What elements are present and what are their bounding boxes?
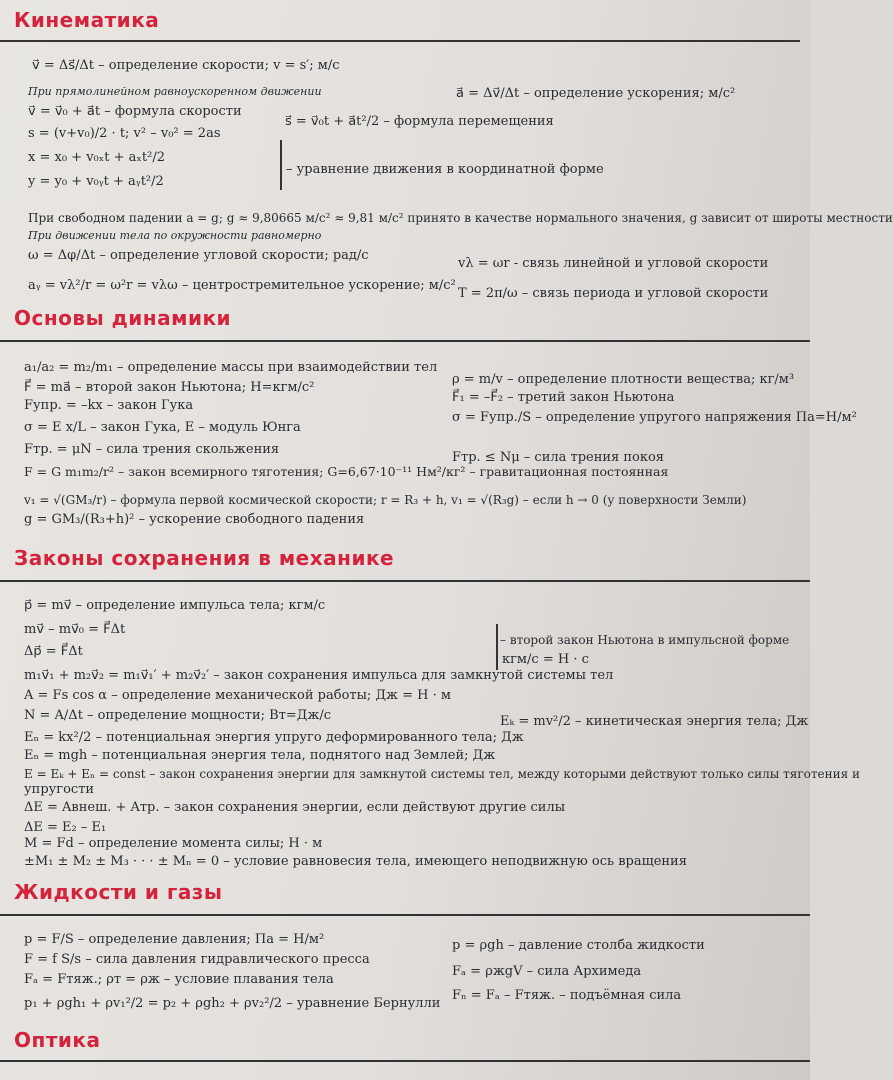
formula-line: – второй закон Ньютона в импульсной форме xyxy=(500,633,790,647)
section-rule xyxy=(0,1060,810,1062)
formula-line: Fₐ = ρжgV – сила Архимеда xyxy=(452,964,642,979)
formula-line: vλ = ωr - связь линейной и угловой скорости xyxy=(458,256,769,271)
formula-line: F = f S/s – сила давления гидравлического пресса xyxy=(24,952,370,967)
formula-line: Δp⃗ = F⃗Δt xyxy=(24,644,83,659)
formula-line: E = Eₖ + Eₙ = const – закон сохранения энергии для замкнутой системы тел, между которыми действуют только силы тяготения и xyxy=(24,767,860,781)
formula-line: x = x₀ + v₀ₓt + aₓt²/2 xyxy=(28,150,165,165)
section-rule xyxy=(0,40,800,42)
section-rule xyxy=(0,580,810,582)
formula-line: Fупр. = –kx – закон Гука xyxy=(24,398,194,413)
formula-line: Fₙ = Fₐ – Fтяж. – подъёмная сила xyxy=(452,988,682,1003)
brace-bar xyxy=(496,624,498,670)
formula-line: – уравнение движения в координатной форме xyxy=(286,162,604,177)
section-title-optics: Оптика xyxy=(14,1028,101,1052)
formula-line: v₁ = √(GM₃/r) – формула первой космической скорости; r = R₃ + h, v₁ = √(R₃g) – если h → 0 (у поверхности Земли) xyxy=(24,493,747,507)
section-title-kinematics: Кинематика xyxy=(14,8,160,32)
formula-line: ρ = m/v – определение плотности вещества; кг/м³ xyxy=(452,372,795,387)
formula-line: Eₖ = mv²/2 – кинетическая энергия тела; Дж xyxy=(500,714,809,729)
formula-line: ω = Δφ/Δt – определение угловой скорости; рад/с xyxy=(28,248,369,263)
formula-line: p⃗ = mv⃗ – определение импульса тела; кгм/с xyxy=(24,598,326,613)
section-title-dynamics: Основы динамики xyxy=(14,306,232,330)
formula-line: y = y₀ + v₀ᵧt + aᵧt²/2 xyxy=(28,174,164,189)
formula-line: N = A/Δt – определение мощности; Вт=Дж/с xyxy=(24,708,331,723)
subheading: При движении тела по окружности равномерно xyxy=(28,229,322,242)
subheading: При прямолинейном равноускоренном движении xyxy=(28,85,322,98)
formula-line: g = GM₃/(R₃+h)² – ускорение свободного падения xyxy=(24,512,365,527)
section-rule xyxy=(0,914,810,916)
formula-line: v⃗ = Δs⃗/Δt – определение скорости; v = s′; м/с xyxy=(32,58,340,73)
formula-line: Fтр. ≤ Nμ – сила трения покоя xyxy=(452,450,665,465)
formula-line: Eₙ = kx²/2 – потенциальная энергия упруго деформированного тела; Дж xyxy=(24,730,524,745)
formula-line: кгм/с = Н · с xyxy=(502,652,589,667)
formula-line: p = ρgh – давление столба жидкости xyxy=(452,938,705,953)
formula-line: mv⃗ – mv⃗₀ = F⃗Δt xyxy=(24,622,126,637)
formula-line: ΔE = E₂ – E₁ xyxy=(24,820,107,835)
formula-line: упругости xyxy=(24,782,95,797)
formula-line: s = (v+v₀)/2 · t; v² – v₀² = 2as xyxy=(28,126,221,141)
formula-line: v⃗ = v⃗₀ + a⃗t – формула скорости xyxy=(28,104,242,119)
formula-line: p₁ + ρgh₁ + ρv₁²/2 = p₂ + ρgh₂ + ρv₂²/2 – уравнение Бернулли xyxy=(24,996,441,1011)
section-title-conservation: Законы сохранения в механике xyxy=(14,546,395,570)
formula-line: Fтр. = μN – сила трения скольжения xyxy=(24,442,280,457)
formula-line: F⃗₁ = –F⃗₂ – третий закон Ньютона xyxy=(452,390,675,405)
formula-line: ±M₁ ± M₂ ± M₃ · · · ± Mₙ = 0 – условие равновесия тела, имеющего неподвижную ось вращения xyxy=(24,854,687,869)
formula-line: T = 2π/ω – связь периода и угловой скорости xyxy=(458,286,769,301)
formula-line: ΔE = Aвнеш. + Aтр. – закон сохранения энергии, если действуют другие силы xyxy=(24,800,566,815)
formula-line: a⃗ = Δv⃗/Δt – определение ускорения; м/с² xyxy=(456,86,736,101)
formula-line: F⃗ = ma⃗ – второй закон Ньютона; Н=кгм/с² xyxy=(24,380,315,395)
formula-line: F = G m₁m₂/r² – закон всемирного тяготения; G=6,67·10⁻¹¹ Нм²/кг² – гравитационная постоянная xyxy=(24,464,669,479)
formula-line: При свободном падении a = g; g ≈ 9,80665 м/с² ≈ 9,81 м/с² принято в качестве нормального значения, g зависит от широты местности xyxy=(28,211,893,225)
formula-line: m₁v⃗₁ + m₂v⃗₂ = m₁v⃗₁′ + m₂v⃗₂′ – закон сохранения импульса для замкнутой системы тел xyxy=(24,668,614,683)
formula-line: a₁/a₂ = m₂/m₁ – определение массы при взаимодействии тел xyxy=(24,360,438,375)
brace-bar xyxy=(280,140,282,190)
section-title-fluids: Жидкости и газы xyxy=(14,880,223,904)
formula-line: aᵧ = vλ²/r = ω²r = vλω – центростремительное ускорение; м/с² xyxy=(28,278,456,293)
formula-line: M = Fd – определение момента силы; Н · м xyxy=(24,836,323,851)
formula-line: σ = Fупр./S – определение упругого напряжения Па=Н/м² xyxy=(452,410,857,425)
formula-line: σ = E x/L – закон Гука, E – модуль Юнга xyxy=(24,420,301,435)
formula-line: Eₙ = mgh – потенциальная энергия тела, поднятого над Землей; Дж xyxy=(24,748,496,763)
formula-line: p = F/S – определение давления; Па = Н/м² xyxy=(24,932,325,947)
formula-line: A = Fs cos α – определение механической работы; Дж = Н · м xyxy=(24,688,451,703)
section-rule xyxy=(0,340,810,342)
formula-line: Fₐ = Fтяж.; ρт = ρж – условие плавания тела xyxy=(24,972,334,987)
formula-line: s⃗ = v⃗₀t + a⃗t²/2 – формула перемещения xyxy=(285,114,554,129)
